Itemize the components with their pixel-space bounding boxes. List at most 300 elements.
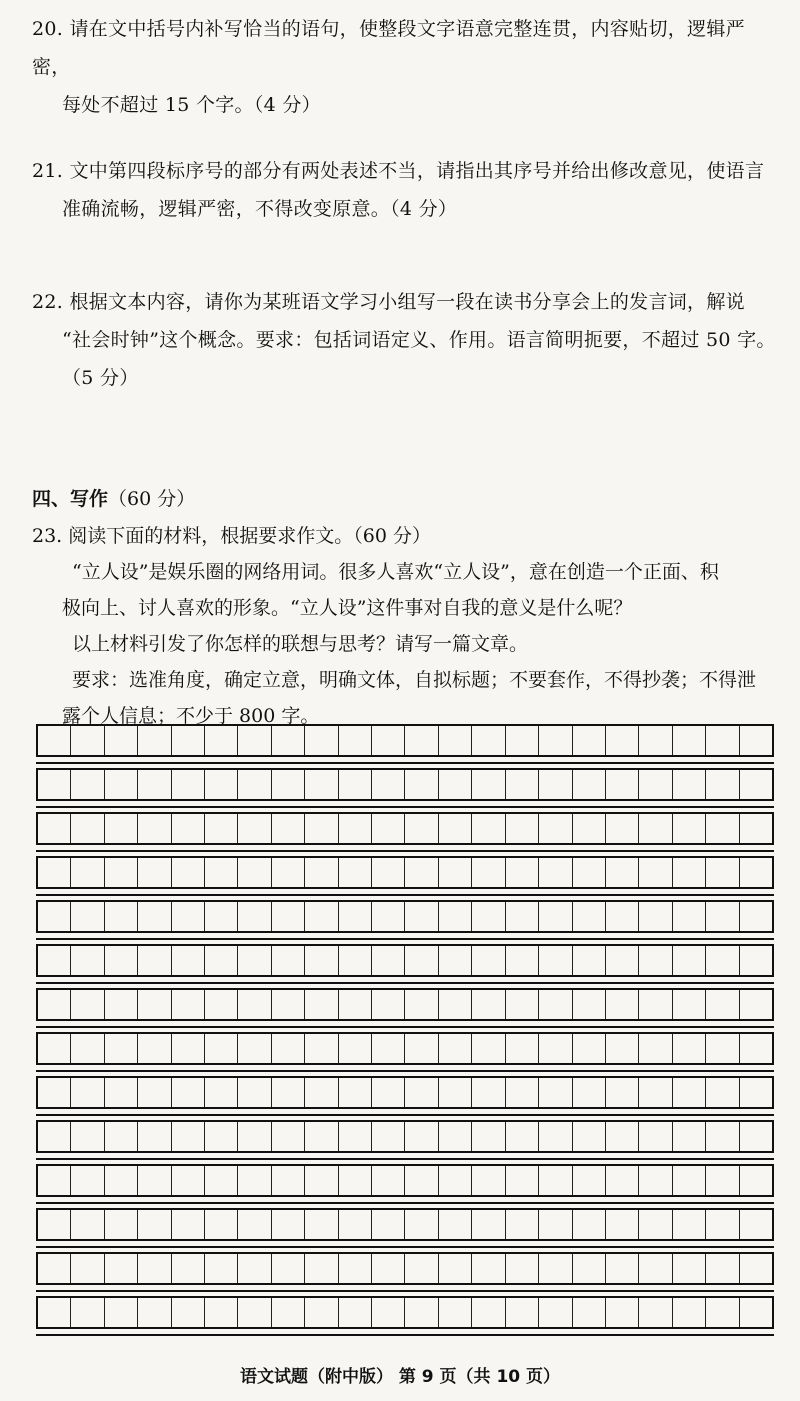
grid-cell[interactable] (205, 1298, 238, 1327)
grid-cell[interactable] (506, 990, 539, 1019)
grid-cell[interactable] (573, 814, 606, 843)
grid-cell[interactable] (238, 902, 271, 931)
grid-cell[interactable] (405, 902, 438, 931)
grid-cell[interactable] (740, 990, 772, 1019)
grid-cell[interactable] (238, 990, 271, 1019)
grid-cell[interactable] (38, 902, 71, 931)
grid-cell[interactable] (172, 1034, 205, 1063)
grid-cell[interactable] (573, 990, 606, 1019)
grid-cell[interactable] (138, 1166, 171, 1195)
grid-cell[interactable] (238, 1078, 271, 1107)
grid-cell[interactable] (439, 1166, 472, 1195)
grid-cell[interactable] (372, 1298, 405, 1327)
grid-cell[interactable] (205, 858, 238, 887)
grid-cell[interactable] (573, 1034, 606, 1063)
grid-cell[interactable] (372, 770, 405, 799)
grid-cell[interactable] (573, 1254, 606, 1283)
grid-cell[interactable] (238, 1034, 271, 1063)
grid-cell[interactable] (673, 1210, 706, 1239)
grid-cell[interactable] (539, 902, 572, 931)
grid-cell[interactable] (38, 814, 71, 843)
grid-cell[interactable] (172, 770, 205, 799)
grid-cell[interactable] (539, 990, 572, 1019)
grid-cell[interactable] (205, 814, 238, 843)
grid-cell[interactable] (205, 1254, 238, 1283)
grid-cell[interactable] (439, 1034, 472, 1063)
grid-cell[interactable] (272, 990, 305, 1019)
grid-cell[interactable] (138, 1034, 171, 1063)
grid-cell[interactable] (339, 726, 372, 755)
grid-cell[interactable] (305, 726, 338, 755)
grid-cell[interactable] (305, 770, 338, 799)
grid-cell[interactable] (205, 1034, 238, 1063)
grid-cell[interactable] (372, 990, 405, 1019)
grid-cell[interactable] (439, 946, 472, 975)
grid-cell[interactable] (673, 1298, 706, 1327)
grid-cell[interactable] (573, 1210, 606, 1239)
grid-cell[interactable] (138, 1078, 171, 1107)
grid-cell[interactable] (405, 1210, 438, 1239)
grid-cell[interactable] (639, 770, 672, 799)
grid-cell[interactable] (205, 902, 238, 931)
grid-cell[interactable] (38, 1034, 71, 1063)
grid-cell[interactable] (105, 1254, 138, 1283)
grid-cell[interactable] (238, 814, 271, 843)
grid-cell[interactable] (105, 858, 138, 887)
grid-cell[interactable] (539, 858, 572, 887)
grid-cell[interactable] (372, 726, 405, 755)
grid-cell[interactable] (639, 990, 672, 1019)
grid-cell[interactable] (339, 946, 372, 975)
grid-cell[interactable] (673, 902, 706, 931)
grid-cell[interactable] (172, 902, 205, 931)
grid-cell[interactable] (539, 726, 572, 755)
grid-cell[interactable] (740, 1122, 772, 1151)
grid-cell[interactable] (372, 814, 405, 843)
grid-cell[interactable] (105, 1078, 138, 1107)
grid-cell[interactable] (205, 1078, 238, 1107)
grid-cell[interactable] (673, 946, 706, 975)
grid-cell[interactable] (405, 1254, 438, 1283)
grid-cell[interactable] (138, 1254, 171, 1283)
grid-cell[interactable] (573, 726, 606, 755)
grid-cell[interactable] (105, 1034, 138, 1063)
grid-cell[interactable] (339, 1122, 372, 1151)
grid-cell[interactable] (339, 1210, 372, 1239)
grid-cell[interactable] (439, 770, 472, 799)
grid-cell[interactable] (172, 726, 205, 755)
grid-cell[interactable] (71, 1078, 104, 1107)
grid-cell[interactable] (172, 946, 205, 975)
grid-cell[interactable] (573, 1122, 606, 1151)
grid-cell[interactable] (706, 814, 739, 843)
grid-cell[interactable] (673, 858, 706, 887)
grid-cell[interactable] (506, 1034, 539, 1063)
grid-cell[interactable] (272, 1078, 305, 1107)
grid-cell[interactable] (138, 1298, 171, 1327)
grid-cell[interactable] (439, 1122, 472, 1151)
grid-cell[interactable] (138, 946, 171, 975)
grid-cell[interactable] (71, 770, 104, 799)
grid-cell[interactable] (439, 1298, 472, 1327)
grid-cell[interactable] (238, 1254, 271, 1283)
grid-cell[interactable] (372, 1210, 405, 1239)
grid-cell[interactable] (606, 1298, 639, 1327)
grid-cell[interactable] (71, 1122, 104, 1151)
grid-cell[interactable] (506, 1210, 539, 1239)
grid-cell[interactable] (506, 858, 539, 887)
grid-cell[interactable] (172, 1298, 205, 1327)
grid-cell[interactable] (272, 1210, 305, 1239)
grid-cell[interactable] (105, 990, 138, 1019)
grid-cell[interactable] (706, 990, 739, 1019)
grid-cell[interactable] (573, 1078, 606, 1107)
grid-cell[interactable] (706, 1166, 739, 1195)
grid-cell[interactable] (506, 726, 539, 755)
grid-cell[interactable] (272, 1122, 305, 1151)
grid-cell[interactable] (272, 902, 305, 931)
grid-cell[interactable] (740, 1078, 772, 1107)
grid-cell[interactable] (138, 1122, 171, 1151)
grid-cell[interactable] (472, 1298, 505, 1327)
grid-cell[interactable] (539, 1122, 572, 1151)
grid-cell[interactable] (38, 990, 71, 1019)
grid-cell[interactable] (606, 1210, 639, 1239)
grid-cell[interactable] (272, 946, 305, 975)
grid-cell[interactable] (506, 814, 539, 843)
grid-cell[interactable] (339, 1034, 372, 1063)
grid-cell[interactable] (706, 1078, 739, 1107)
grid-cell[interactable] (71, 1254, 104, 1283)
grid-cell[interactable] (272, 770, 305, 799)
grid-cell[interactable] (606, 1034, 639, 1063)
grid-cell[interactable] (439, 1210, 472, 1239)
grid-cell[interactable] (38, 1078, 71, 1107)
grid-cell[interactable] (205, 726, 238, 755)
grid-cell[interactable] (472, 1034, 505, 1063)
grid-cell[interactable] (71, 946, 104, 975)
grid-cell[interactable] (272, 1034, 305, 1063)
writing-grid[interactable] (36, 724, 774, 1340)
grid-cell[interactable] (172, 1078, 205, 1107)
grid-cell[interactable] (539, 946, 572, 975)
grid-cell[interactable] (439, 1254, 472, 1283)
grid-cell[interactable] (138, 726, 171, 755)
grid-cell[interactable] (138, 902, 171, 931)
grid-cell[interactable] (305, 858, 338, 887)
grid-cell[interactable] (205, 990, 238, 1019)
grid-cell[interactable] (506, 1298, 539, 1327)
grid-cell[interactable] (38, 858, 71, 887)
grid-cell[interactable] (71, 902, 104, 931)
grid-cell[interactable] (405, 726, 438, 755)
grid-cell[interactable] (405, 1298, 438, 1327)
grid-cell[interactable] (372, 1078, 405, 1107)
grid-cell[interactable] (639, 1210, 672, 1239)
grid-cell[interactable] (740, 1254, 772, 1283)
grid-cell[interactable] (573, 946, 606, 975)
grid-cell[interactable] (339, 1078, 372, 1107)
grid-cell[interactable] (138, 814, 171, 843)
grid-cell[interactable] (138, 770, 171, 799)
grid-cell[interactable] (339, 814, 372, 843)
grid-cell[interactable] (740, 770, 772, 799)
grid-cell[interactable] (71, 1210, 104, 1239)
grid-cell[interactable] (372, 1166, 405, 1195)
grid-cell[interactable] (639, 1166, 672, 1195)
grid-cell[interactable] (372, 902, 405, 931)
grid-cell[interactable] (205, 1166, 238, 1195)
grid-cell[interactable] (639, 1254, 672, 1283)
grid-cell[interactable] (573, 1298, 606, 1327)
grid-cell[interactable] (506, 770, 539, 799)
grid-cell[interactable] (673, 770, 706, 799)
grid-cell[interactable] (639, 1034, 672, 1063)
grid-cell[interactable] (272, 1254, 305, 1283)
grid-cell[interactable] (539, 814, 572, 843)
grid-cell[interactable] (38, 726, 71, 755)
grid-cell[interactable] (305, 1210, 338, 1239)
grid-cell[interactable] (472, 858, 505, 887)
grid-cell[interactable] (305, 1166, 338, 1195)
grid-cell[interactable] (506, 1254, 539, 1283)
grid-cell[interactable] (506, 1166, 539, 1195)
grid-cell[interactable] (339, 858, 372, 887)
grid-cell[interactable] (238, 770, 271, 799)
grid-cell[interactable] (105, 726, 138, 755)
grid-cell[interactable] (439, 726, 472, 755)
grid-cell[interactable] (238, 1210, 271, 1239)
grid-cell[interactable] (539, 1210, 572, 1239)
grid-cell[interactable] (573, 770, 606, 799)
grid-cell[interactable] (372, 946, 405, 975)
grid-cell[interactable] (506, 946, 539, 975)
grid-cell[interactable] (573, 1166, 606, 1195)
grid-cell[interactable] (305, 1298, 338, 1327)
grid-cell[interactable] (205, 770, 238, 799)
grid-cell[interactable] (472, 770, 505, 799)
grid-cell[interactable] (238, 1122, 271, 1151)
grid-cell[interactable] (172, 1166, 205, 1195)
grid-cell[interactable] (606, 770, 639, 799)
grid-cell[interactable] (740, 902, 772, 931)
grid-cell[interactable] (706, 1210, 739, 1239)
grid-cell[interactable] (639, 858, 672, 887)
grid-cell[interactable] (472, 1166, 505, 1195)
grid-cell[interactable] (606, 1122, 639, 1151)
grid-cell[interactable] (172, 1210, 205, 1239)
grid-cell[interactable] (339, 902, 372, 931)
grid-cell[interactable] (506, 1078, 539, 1107)
grid-cell[interactable] (305, 814, 338, 843)
grid-cell[interactable] (272, 1298, 305, 1327)
grid-cell[interactable] (238, 1166, 271, 1195)
grid-cell[interactable] (606, 726, 639, 755)
grid-cell[interactable] (673, 1034, 706, 1063)
grid-cell[interactable] (405, 814, 438, 843)
grid-cell[interactable] (439, 902, 472, 931)
grid-cell[interactable] (172, 1122, 205, 1151)
grid-cell[interactable] (38, 1166, 71, 1195)
grid-cell[interactable] (105, 814, 138, 843)
grid-cell[interactable] (38, 1298, 71, 1327)
grid-cell[interactable] (439, 858, 472, 887)
grid-cell[interactable] (539, 1254, 572, 1283)
grid-cell[interactable] (740, 946, 772, 975)
grid-cell[interactable] (573, 902, 606, 931)
grid-cell[interactable] (639, 1298, 672, 1327)
grid-cell[interactable] (639, 946, 672, 975)
grid-cell[interactable] (172, 990, 205, 1019)
grid-cell[interactable] (740, 1034, 772, 1063)
grid-cell[interactable] (405, 946, 438, 975)
grid-cell[interactable] (272, 726, 305, 755)
grid-cell[interactable] (740, 1166, 772, 1195)
grid-cell[interactable] (606, 1078, 639, 1107)
grid-cell[interactable] (339, 990, 372, 1019)
grid-cell[interactable] (639, 902, 672, 931)
grid-cell[interactable] (639, 726, 672, 755)
grid-cell[interactable] (105, 902, 138, 931)
grid-cell[interactable] (71, 858, 104, 887)
grid-cell[interactable] (673, 726, 706, 755)
grid-cell[interactable] (639, 1078, 672, 1107)
grid-cell[interactable] (706, 1254, 739, 1283)
grid-cell[interactable] (205, 1122, 238, 1151)
grid-cell[interactable] (138, 858, 171, 887)
grid-cell[interactable] (606, 902, 639, 931)
grid-cell[interactable] (405, 1034, 438, 1063)
grid-cell[interactable] (506, 1122, 539, 1151)
grid-cell[interactable] (472, 902, 505, 931)
grid-cell[interactable] (105, 770, 138, 799)
grid-cell[interactable] (372, 858, 405, 887)
grid-cell[interactable] (71, 1034, 104, 1063)
grid-cell[interactable] (71, 1166, 104, 1195)
grid-cell[interactable] (339, 1298, 372, 1327)
grid-cell[interactable] (706, 1298, 739, 1327)
grid-cell[interactable] (706, 1122, 739, 1151)
grid-cell[interactable] (305, 1254, 338, 1283)
grid-cell[interactable] (539, 1298, 572, 1327)
grid-cell[interactable] (339, 770, 372, 799)
grid-cell[interactable] (539, 1034, 572, 1063)
grid-cell[interactable] (272, 814, 305, 843)
grid-cell[interactable] (439, 1078, 472, 1107)
grid-cell[interactable] (305, 902, 338, 931)
grid-cell[interactable] (405, 990, 438, 1019)
grid-cell[interactable] (706, 770, 739, 799)
grid-cell[interactable] (71, 1298, 104, 1327)
grid-cell[interactable] (172, 814, 205, 843)
grid-cell[interactable] (105, 1210, 138, 1239)
grid-cell[interactable] (673, 990, 706, 1019)
grid-cell[interactable] (38, 1122, 71, 1151)
grid-cell[interactable] (38, 1254, 71, 1283)
grid-cell[interactable] (606, 858, 639, 887)
grid-cell[interactable] (706, 726, 739, 755)
grid-cell[interactable] (105, 946, 138, 975)
grid-cell[interactable] (339, 1166, 372, 1195)
grid-cell[interactable] (606, 1254, 639, 1283)
grid-cell[interactable] (740, 1210, 772, 1239)
grid-cell[interactable] (639, 1122, 672, 1151)
grid-cell[interactable] (372, 1122, 405, 1151)
grid-cell[interactable] (372, 1034, 405, 1063)
grid-cell[interactable] (606, 990, 639, 1019)
grid-cell[interactable] (706, 902, 739, 931)
grid-cell[interactable] (405, 858, 438, 887)
grid-cell[interactable] (105, 1298, 138, 1327)
grid-cell[interactable] (472, 1210, 505, 1239)
grid-cell[interactable] (706, 946, 739, 975)
grid-cell[interactable] (506, 902, 539, 931)
grid-cell[interactable] (405, 1078, 438, 1107)
grid-cell[interactable] (439, 814, 472, 843)
grid-cell[interactable] (305, 946, 338, 975)
grid-cell[interactable] (472, 1122, 505, 1151)
grid-cell[interactable] (405, 1122, 438, 1151)
grid-cell[interactable] (740, 814, 772, 843)
grid-cell[interactable] (339, 1254, 372, 1283)
grid-cell[interactable] (405, 770, 438, 799)
grid-cell[interactable] (405, 1166, 438, 1195)
grid-cell[interactable] (472, 814, 505, 843)
grid-cell[interactable] (238, 858, 271, 887)
grid-cell[interactable] (138, 990, 171, 1019)
grid-cell[interactable] (639, 814, 672, 843)
grid-cell[interactable] (272, 858, 305, 887)
grid-cell[interactable] (205, 946, 238, 975)
grid-cell[interactable] (105, 1122, 138, 1151)
grid-cell[interactable] (706, 858, 739, 887)
grid-cell[interactable] (673, 1122, 706, 1151)
grid-cell[interactable] (205, 1210, 238, 1239)
grid-cell[interactable] (71, 726, 104, 755)
grid-cell[interactable] (372, 1254, 405, 1283)
grid-cell[interactable] (238, 1298, 271, 1327)
grid-cell[interactable] (472, 946, 505, 975)
grid-cell[interactable] (305, 990, 338, 1019)
grid-cell[interactable] (740, 1298, 772, 1327)
grid-cell[interactable] (539, 1166, 572, 1195)
grid-cell[interactable] (305, 1078, 338, 1107)
grid-cell[interactable] (38, 1210, 71, 1239)
grid-cell[interactable] (238, 946, 271, 975)
grid-cell[interactable] (305, 1034, 338, 1063)
grid-cell[interactable] (539, 1078, 572, 1107)
grid-cell[interactable] (38, 770, 71, 799)
grid-cell[interactable] (606, 1166, 639, 1195)
grid-cell[interactable] (238, 726, 271, 755)
grid-cell[interactable] (472, 726, 505, 755)
grid-cell[interactable] (740, 726, 772, 755)
grid-cell[interactable] (539, 770, 572, 799)
grid-cell[interactable] (71, 814, 104, 843)
grid-cell[interactable] (706, 1034, 739, 1063)
grid-cell[interactable] (673, 1078, 706, 1107)
grid-cell[interactable] (272, 1166, 305, 1195)
grid-cell[interactable] (606, 814, 639, 843)
grid-cell[interactable] (606, 946, 639, 975)
grid-cell[interactable] (138, 1210, 171, 1239)
grid-cell[interactable] (172, 858, 205, 887)
grid-cell[interactable] (472, 1078, 505, 1107)
grid-cell[interactable] (172, 1254, 205, 1283)
grid-cell[interactable] (573, 858, 606, 887)
grid-cell[interactable] (673, 814, 706, 843)
grid-cell[interactable] (38, 946, 71, 975)
